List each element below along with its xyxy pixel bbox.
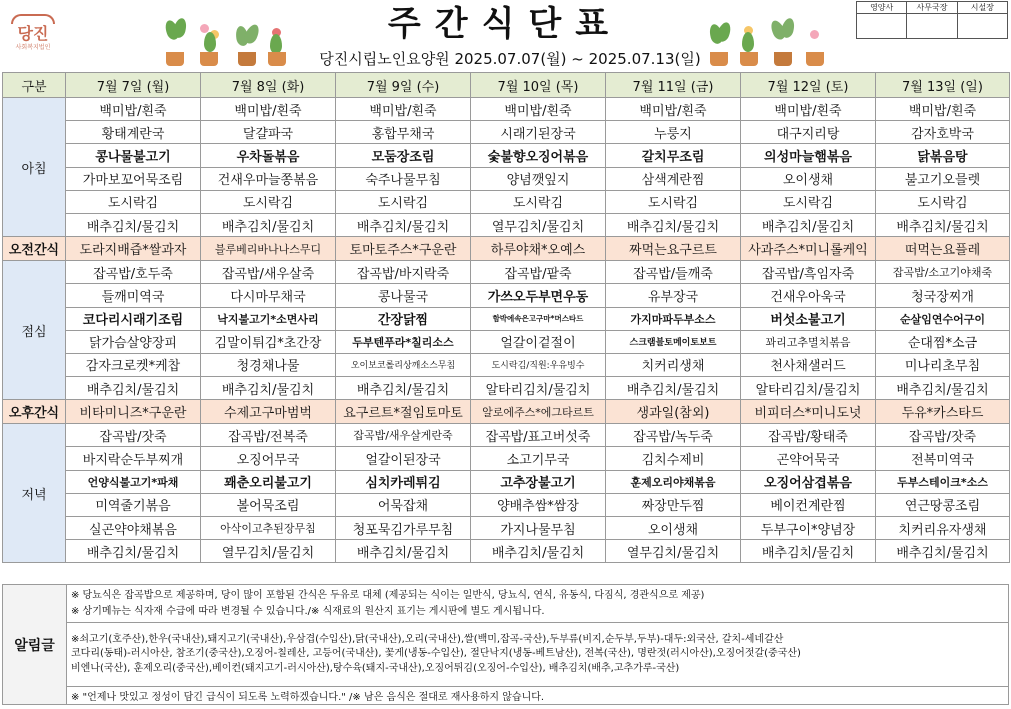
page-subtitle: 당진시립노인요양원 2025.07.07(월) ~ 2025.07.13(일) (319, 50, 701, 68)
approval-box (856, 1, 1008, 39)
day-header: 7월 10일 (목) (471, 73, 606, 98)
notice-label: 알림글 (3, 585, 67, 705)
menu-cell: 유부장국 (606, 284, 741, 307)
sign-cell (907, 14, 957, 39)
sign-cell (957, 14, 1007, 39)
table-row (3, 144, 1010, 167)
origin-line: 비엔나(국산), 훈제오리(중국산),베이컨(돼지고기-러시아산),탕수육(돼지-국내산),오징어튀김(오징어-수입산), 배추김치(배추,고추가루-국산) (71, 662, 680, 674)
corner-label: 구분 (3, 73, 66, 98)
menu-cell: 잡곡밥/전복죽 (201, 424, 336, 447)
menu-cell: 곤약어묵국 (741, 447, 876, 470)
notice-origin (67, 623, 1009, 687)
snack-cell: 요구르트*절임토마토 (336, 400, 471, 424)
table-row (3, 540, 1010, 563)
table-row (3, 424, 1010, 447)
menu-cell: 잡곡밥/팥죽 (471, 261, 606, 284)
sign-cell (857, 14, 907, 39)
menu-cell: 배추김치/물김치 (336, 540, 471, 563)
menu-cell-main: 의성마늘햄볶음 (741, 144, 876, 167)
menu-cell: 잡곡밥/표고버섯죽 (471, 424, 606, 447)
notice-line: ※ 상기메뉴는 식자재 수급에 따라 변경될 수 있습니다./※ 식재료의 원산지 표기는 게시판에 별도 게시됩니다. (71, 605, 545, 617)
menu-cell: 잡곡밥/잣죽 (66, 424, 201, 447)
menu-cell-main: 두부텐푸라*칠리소스 (336, 330, 471, 353)
menu-cell: 잡곡밥/흑임자죽 (741, 261, 876, 284)
logo-roof-icon (11, 14, 55, 24)
menu-cell: 배추김치/물김치 (876, 213, 1010, 236)
table-row (3, 307, 1010, 330)
snack-cell: 토마토주스*구운란 (336, 237, 471, 261)
menu-cell: 잡곡밥/새우살죽 (201, 261, 336, 284)
menu-cell: 배추김치/물김치 (66, 213, 201, 236)
menu-cell-main: 모둠장조림 (336, 144, 471, 167)
notice-line: ※ 당뇨식은 잡곡밥으로 제공하며, 당이 많이 포함된 간식은 두유로 대체 (제공되는 식이는 일반식, 당뇨식, 연식, 유동식, 다짐식, 경관식으로 제공) (71, 589, 705, 601)
table-row (3, 190, 1010, 213)
menu-cell: 양배추쌈*쌈장 (471, 493, 606, 516)
day-header: 7월 11일 (금) (606, 73, 741, 98)
origin-line: 코다리(동태)-러시아산, 참조기(중국산),오징어-칠레산, 고등어(국내산), 꽃게(냉동-수입산), 절단낙지(냉동-베트남산), 전복(국산), 명란젓(러시아산),오징어젓갈(중국산) (71, 648, 801, 660)
menu-cell: 숙주나물무침 (336, 167, 471, 190)
table-row (3, 284, 1010, 307)
menu-cell: 배추김치/물김치 (201, 377, 336, 400)
menu-cell: 도시락김 (471, 190, 606, 213)
menu-cell: 배추김치/물김치 (606, 377, 741, 400)
page-header (0, 0, 1011, 72)
menu-cell-main: 닭볶음탕 (876, 144, 1010, 167)
menu-cell: 김치수제비 (606, 447, 741, 470)
menu-cell-main: 언양식불고기*파채 (66, 470, 201, 493)
page-title: 주간식단표 (387, 4, 623, 44)
menu-cell: 잡곡밥/잣죽 (876, 424, 1010, 447)
menu-cell: 불고기오믈렛 (876, 167, 1010, 190)
menu-cell-main: 오징어삼겹볶음 (741, 470, 876, 493)
snack-row (3, 400, 1010, 424)
menu-cell-main: 콩나물불고기 (66, 144, 201, 167)
table-row (3, 377, 1010, 400)
notice-policy (67, 585, 1009, 623)
menu-cell: 청국장찌개 (876, 284, 1010, 307)
menu-cell: 베이컨계란찜 (741, 493, 876, 516)
menu-cell: 순대찜*소금 (876, 330, 1010, 353)
snack-cell: 수제고구마범벅 (201, 400, 336, 424)
table-row (3, 167, 1010, 190)
menu-cell: 건새우아욱국 (741, 284, 876, 307)
menu-cell: 천사채샐러드 (741, 353, 876, 376)
menu-cell: 알타리김치/물김치 (741, 377, 876, 400)
menu-cell-main: 순살임연수어구이 (876, 307, 1010, 330)
table-row (3, 213, 1010, 236)
menu-cell: 대구지리탕 (741, 121, 876, 144)
logo-name: 당진 (17, 24, 49, 43)
day-header: 7월 12일 (토) (741, 73, 876, 98)
menu-cell: 미역줄기볶음 (66, 493, 201, 516)
menu-cell: 전복미역국 (876, 447, 1010, 470)
menu-cell: 도시락김 (741, 190, 876, 213)
logo (8, 14, 58, 66)
snack-cell: 짜먹는요구르트 (606, 237, 741, 261)
menu-cell: 열무김치/물김치 (471, 213, 606, 236)
snack-cell: 떠먹는요플레 (876, 237, 1010, 261)
menu-cell: 소고기무국 (471, 447, 606, 470)
menu-cell: 잡곡밥/소고기야채죽 (876, 261, 1010, 284)
table-row (3, 98, 1010, 121)
menu-cell-main: 낙지불고기*소면사리 (201, 307, 336, 330)
menu-cell: 시래기된장국 (471, 121, 606, 144)
menu-cell: 치커리생채 (606, 353, 741, 376)
day-header: 7월 13일 (일) (876, 73, 1010, 98)
menu-cell-main: 꽤춘오리불고기 (201, 470, 336, 493)
menu-cell: 얼갈이된장국 (336, 447, 471, 470)
menu-cell: 도시락김 (201, 190, 336, 213)
menu-cell-main: 숯불향오징어볶음 (471, 144, 606, 167)
menu-cell: 홍합무채국 (336, 121, 471, 144)
menu-cell: 꽈리고추멸치볶음 (741, 330, 876, 353)
plant-decoration-left (160, 18, 310, 66)
menu-cell: 도시락김 (336, 190, 471, 213)
menu-cell: 볼어묵조림 (201, 493, 336, 516)
menu-cell: 잡곡밥/호두죽 (66, 261, 201, 284)
snack-cell: 하루야채*오예스 (471, 237, 606, 261)
menu-cell: 백미밥/흰죽 (606, 98, 741, 121)
plant-decoration-right (706, 18, 856, 66)
menu-cell: 청포묵김가루무침 (336, 517, 471, 540)
menu-cell: 얼갈이겉절이 (471, 330, 606, 353)
menu-cell: 배추김치/물김치 (741, 213, 876, 236)
menu-cell-main: 가지마파두부소스 (606, 307, 741, 330)
menu-cell: 잡곡밥/들깨죽 (606, 261, 741, 284)
menu-cell: 배추김치/물김치 (66, 540, 201, 563)
snack-cell: 알로에주스*에그타르트 (471, 400, 606, 424)
snack-cell: 두유*카스타드 (876, 400, 1010, 424)
snack-cell: 생과일(참외) (606, 400, 741, 424)
menu-cell: 배추김치/물김치 (741, 540, 876, 563)
menu-cell: 오이보코롤리상깨소스무침 (336, 353, 471, 376)
menu-cell: 백미밥/흰죽 (66, 98, 201, 121)
menu-cell: 알타리김치/물김치 (471, 377, 606, 400)
menu-cell-main: 간장닭찜 (336, 307, 471, 330)
menu-cell: 미나리초무침 (876, 353, 1010, 376)
meal-label-lunch: 점심 (3, 261, 66, 400)
menu-cell: 청경채나물 (201, 353, 336, 376)
menu-cell: 열무김치/물김치 (201, 540, 336, 563)
sign-label-director: 시설장 (957, 2, 1007, 14)
menu-cell: 황태계란국 (66, 121, 201, 144)
origin-line: ※쇠고기(호주산),한우(국내산),돼지고기(국내산),우삼겹(수입산),닭(국내산),오리(국내산),쌀(백미,잡곡-국산),두부류(비지,순두부,두부)-대두:외국산, 갈치-세네갈산 (71, 633, 784, 645)
menu-cell-main: 고추장불고기 (471, 470, 606, 493)
menu-cell: 배추김치/물김치 (876, 377, 1010, 400)
snack-cell: 블루베리바나나스무디 (201, 237, 336, 261)
snack-cell: 도라지배즙*쌀과자 (66, 237, 201, 261)
menu-cell: 치커리유자생채 (876, 517, 1010, 540)
menu-cell: 들깨미역국 (66, 284, 201, 307)
menu-cell-main: 버섯소불고기 (741, 307, 876, 330)
menu-cell-main: 훈제오리야채볶음 (606, 470, 741, 493)
table-row (3, 447, 1010, 470)
menu-cell: 삼색계란찜 (606, 167, 741, 190)
menu-cell: 백미밥/흰죽 (876, 98, 1010, 121)
snack-cell: 사과주스*미니롤케익 (741, 237, 876, 261)
menu-cell-main: 우차돌볶음 (201, 144, 336, 167)
menu-cell-main: 스크램블토메이토보트 (606, 330, 741, 353)
menu-cell: 가지나물무침 (471, 517, 606, 540)
menu-cell: 열무김치/물김치 (606, 540, 741, 563)
menu-cell-main: 가쓰오두부면우동 (471, 284, 606, 307)
menu-cell: 잡곡밥/바지락죽 (336, 261, 471, 284)
notice-table (2, 584, 1009, 705)
table-row (3, 353, 1010, 376)
menu-cell: 배추김치/물김치 (336, 213, 471, 236)
menu-cell: 감자크로켓*케찹 (66, 353, 201, 376)
snack-cell: 비타미니즈*구운란 (66, 400, 201, 424)
menu-cell: 배추김치/물김치 (876, 540, 1010, 563)
snack-row (3, 237, 1010, 261)
menu-cell: 잡곡밥/녹두죽 (606, 424, 741, 447)
menu-cell-main: 함박에속은고구마*머스타드 (471, 307, 606, 330)
menu-cell: 도시락김 (606, 190, 741, 213)
menu-cell: 도시락김 (66, 190, 201, 213)
table-row (3, 261, 1010, 284)
snack-cell: 비피더스*미니도넛 (741, 400, 876, 424)
menu-cell: 아삭이고추된장무침 (201, 517, 336, 540)
table-row (3, 121, 1010, 144)
meal-label-breakfast: 아침 (3, 98, 66, 237)
menu-cell: 바지락순두부찌개 (66, 447, 201, 470)
menu-cell: 닭가슴살양장피 (66, 330, 201, 353)
menu-cell: 배추김치/물김치 (606, 213, 741, 236)
menu-cell: 배추김치/물김치 (66, 377, 201, 400)
meal-label-am-snack: 오전간식 (3, 237, 66, 261)
menu-cell: 짜장만두찜 (606, 493, 741, 516)
menu-cell: 도시락김/직원:우유빙수 (471, 353, 606, 376)
day-header: 7월 9일 (수) (336, 73, 471, 98)
menu-cell: 실곤약야채볶음 (66, 517, 201, 540)
logo-subtitle: 사회복지법인 (15, 44, 51, 51)
notice-closing: ※ "언제나 맛있고 정성이 담긴 급식이 되도록 노력하겠습니다." /※ 남은 음식은 절대로 재사용하지 않습니다. (67, 687, 1009, 705)
menu-cell: 오이생채 (606, 517, 741, 540)
menu-cell: 잡곡밥/황태죽 (741, 424, 876, 447)
menu-cell: 다시마무채국 (201, 284, 336, 307)
table-row (3, 517, 1010, 540)
menu-cell: 누룽지 (606, 121, 741, 144)
menu-cell: 가마보꼬어묵조림 (66, 167, 201, 190)
menu-cell: 달걀파국 (201, 121, 336, 144)
menu-cell: 배추김치/물김치 (201, 213, 336, 236)
meal-label-pm-snack: 오후간식 (3, 400, 66, 424)
menu-cell: 오이생채 (741, 167, 876, 190)
menu-cell: 오징어무국 (201, 447, 336, 470)
menu-cell: 배추김치/물김치 (471, 540, 606, 563)
table-row (3, 330, 1010, 353)
sign-label-dietitian: 영양사 (857, 2, 907, 14)
menu-cell: 연근땅콩조림 (876, 493, 1010, 516)
menu-cell: 잡곡밥/새우살게란죽 (336, 424, 471, 447)
table-row (3, 493, 1010, 516)
menu-cell-main: 코다리시래기조림 (66, 307, 201, 330)
table-row (3, 470, 1010, 493)
day-header: 7월 7일 (월) (66, 73, 201, 98)
menu-cell-main: 두부스테이크*소스 (876, 470, 1010, 493)
menu-cell: 도시락김 (876, 190, 1010, 213)
menu-cell: 백미밥/흰죽 (471, 98, 606, 121)
menu-cell: 두부구이*양념장 (741, 517, 876, 540)
day-header: 7월 8일 (화) (201, 73, 336, 98)
menu-cell: 김말이튀김*초간장 (201, 330, 336, 353)
menu-cell: 건새우마늘쫑볶음 (201, 167, 336, 190)
day-header-row (3, 73, 1010, 98)
menu-cell: 감자호박국 (876, 121, 1010, 144)
menu-cell: 양념깻잎지 (471, 167, 606, 190)
menu-cell-main: 갈치무조림 (606, 144, 741, 167)
menu-table (2, 72, 1010, 563)
meal-label-dinner: 저녁 (3, 424, 66, 563)
menu-cell: 백미밥/흰죽 (336, 98, 471, 121)
menu-cell: 어묵잡채 (336, 493, 471, 516)
menu-cell: 배추김치/물김치 (336, 377, 471, 400)
menu-cell-main: 심치카레튀김 (336, 470, 471, 493)
sign-label-manager: 사무국장 (907, 2, 957, 14)
menu-cell: 백미밥/흰죽 (741, 98, 876, 121)
menu-cell: 콩나물국 (336, 284, 471, 307)
menu-cell: 백미밥/흰죽 (201, 98, 336, 121)
